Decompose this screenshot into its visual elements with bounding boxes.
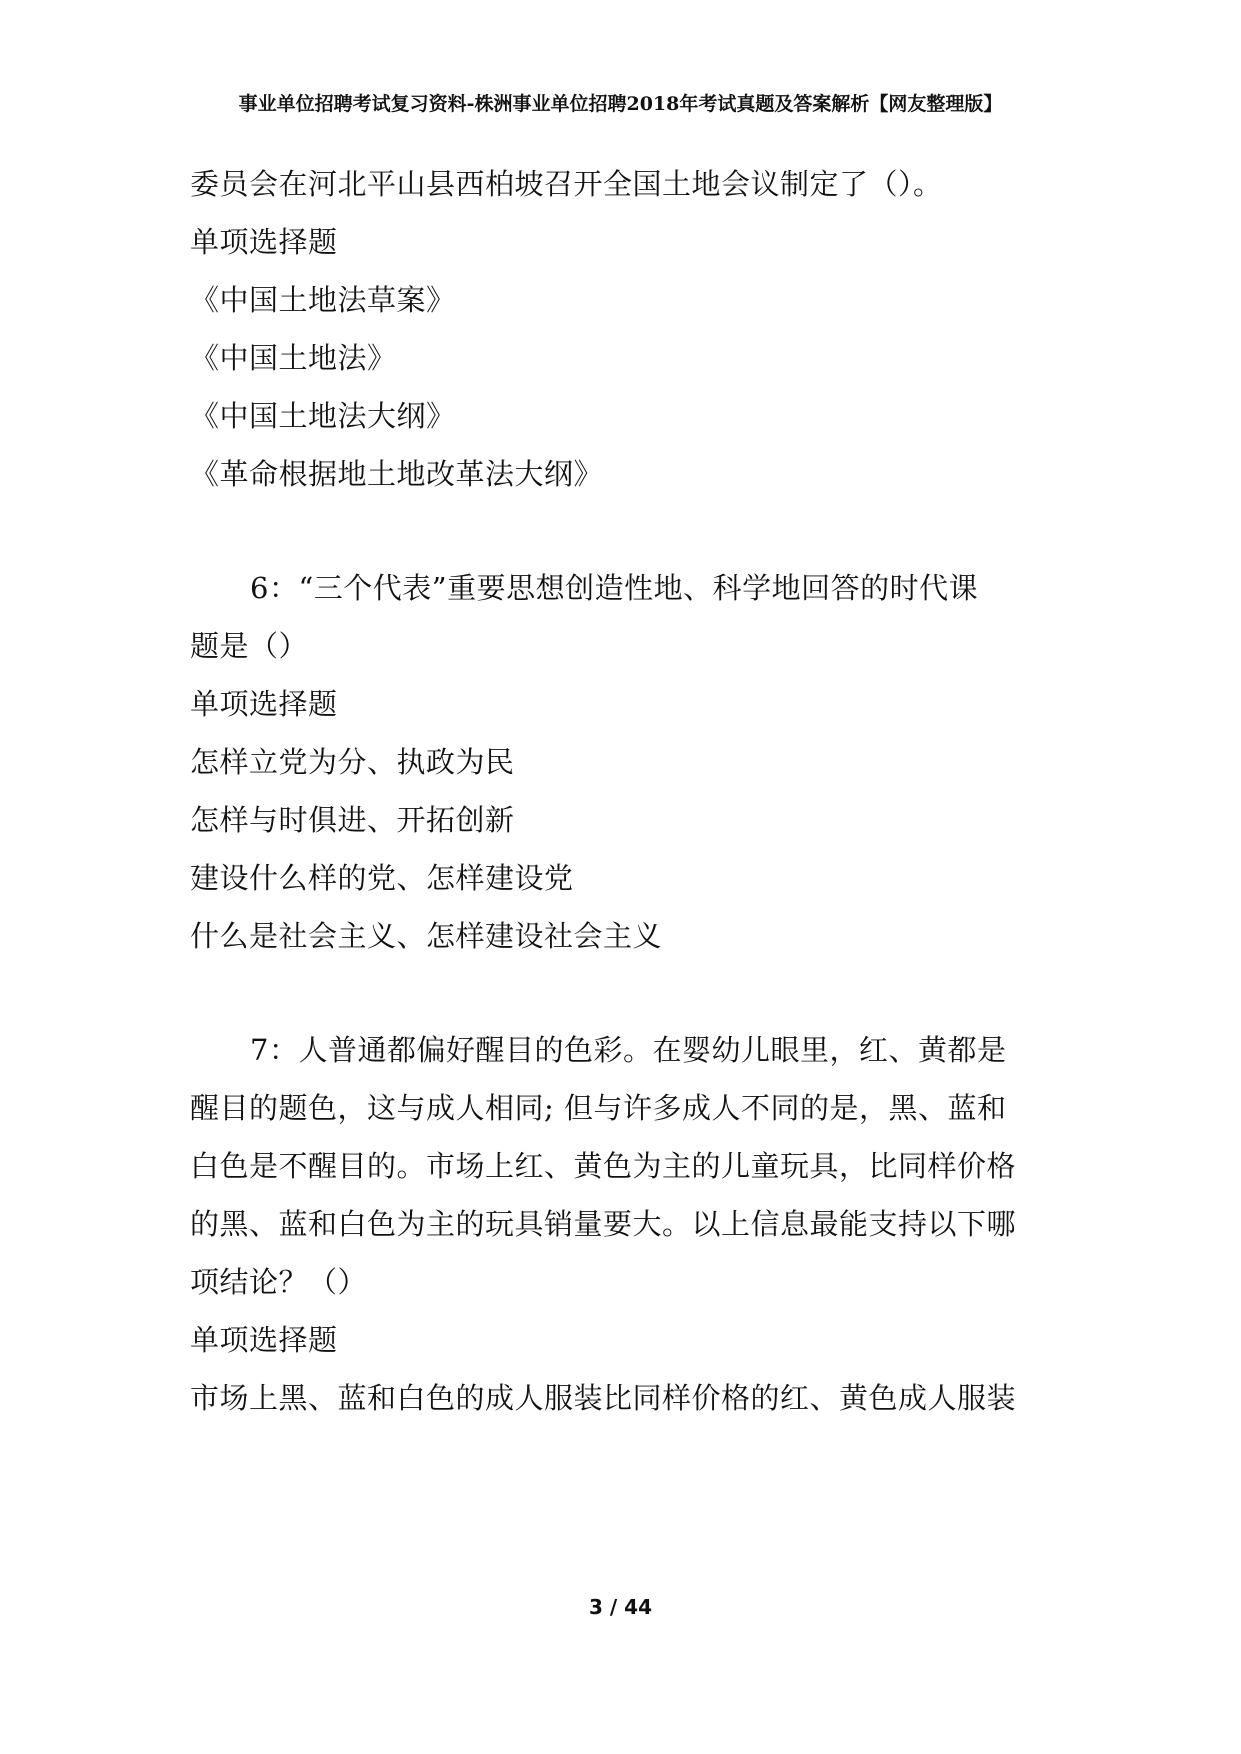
q5-type: 单项选择题 — [190, 225, 338, 259]
q7-stem-line-4: 的黑、蓝和白色为主的玩具销量要大。以上信息最能支持以下哪 — [190, 1207, 1017, 1241]
q7-stem-line-5: 项结论？（） — [190, 1265, 368, 1299]
page-header: 事业单位招聘考试复习资料-株洲事业单位招聘2018年考试真题及答案解析【网友整理版】 — [238, 93, 1003, 115]
q6-stem-line-1: 6：“三个代表”重要思想创造性地、科学地回答的时代课 — [250, 571, 979, 605]
q5-option-a: 《中国土地法草案》 — [190, 283, 456, 317]
q6-type: 单项选择题 — [190, 687, 338, 721]
q5-option-c: 《中国土地法大纲》 — [190, 399, 456, 433]
q7-option-a: 市场上黑、蓝和白色的成人服装比同样价格的红、黄色成人服装 — [190, 1381, 1017, 1415]
q7-stem-line-1: 7：人普通都偏好醒目的色彩。在婴幼儿眼里，红、黄都是 — [250, 1033, 1007, 1067]
q6-option-b: 怎样与时俱进、开拓创新 — [190, 803, 515, 837]
q6-option-c: 建设什么样的党、怎样建设党 — [190, 861, 574, 895]
q7-stem-line-3: 白色是不醒目的。市场上红、黄色为主的儿童玩具，比同样价格 — [190, 1149, 1017, 1183]
q7-type: 单项选择题 — [190, 1323, 338, 1357]
q6-option-a: 怎样立党为分、执政为民 — [190, 745, 515, 779]
q7-stem-line-2: 醒目的题色，这与成人相同; 但与许多成人不同的是，黑、蓝和 — [190, 1091, 1007, 1125]
q5-option-b: 《中国土地法》 — [190, 341, 397, 375]
q6-option-d: 什么是社会主义、怎样建设社会主义 — [190, 919, 663, 953]
page-number: 3 / 44 — [589, 1595, 652, 1619]
q5-stem-tail: 委员会在河北平山县西柏坡召开全国土地会议制定了（）。 — [190, 167, 943, 201]
q6-stem-line-2: 题是（） — [190, 629, 309, 663]
q5-option-d: 《革命根据地土地改革法大纲》 — [190, 457, 604, 491]
